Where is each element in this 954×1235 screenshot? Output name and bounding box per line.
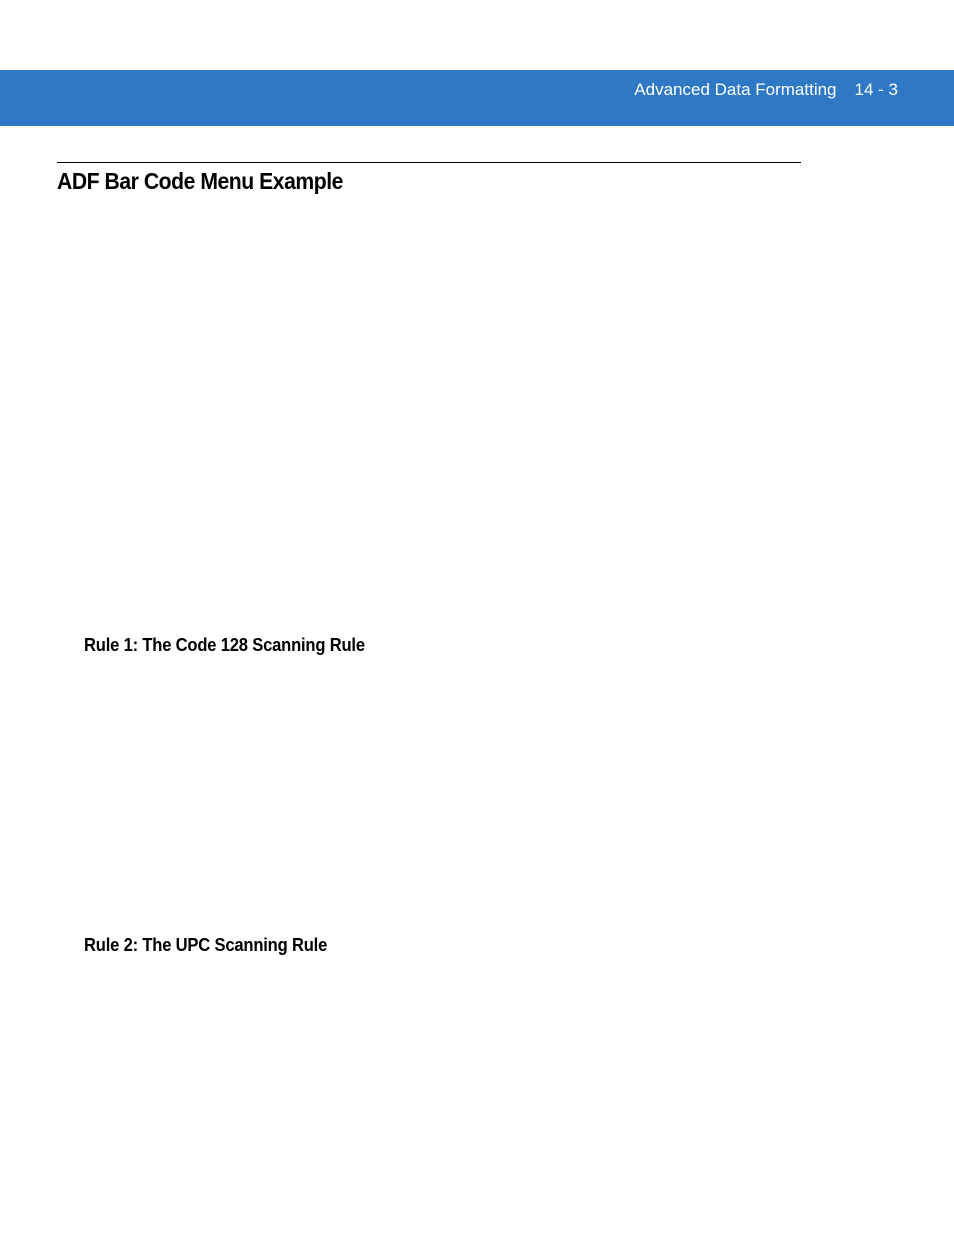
section-title: ADF Bar Code Menu Example xyxy=(57,168,343,194)
rule-1-heading: Rule 1: The Code 128 Scanning Rule xyxy=(84,635,365,655)
chapter-title: Advanced Data Formatting xyxy=(634,80,837,99)
section-divider xyxy=(57,162,801,163)
page-number: 14 - 3 xyxy=(854,80,898,99)
running-header xyxy=(634,79,898,101)
rule-2-heading: Rule 2: The UPC Scanning Rule xyxy=(84,935,328,955)
